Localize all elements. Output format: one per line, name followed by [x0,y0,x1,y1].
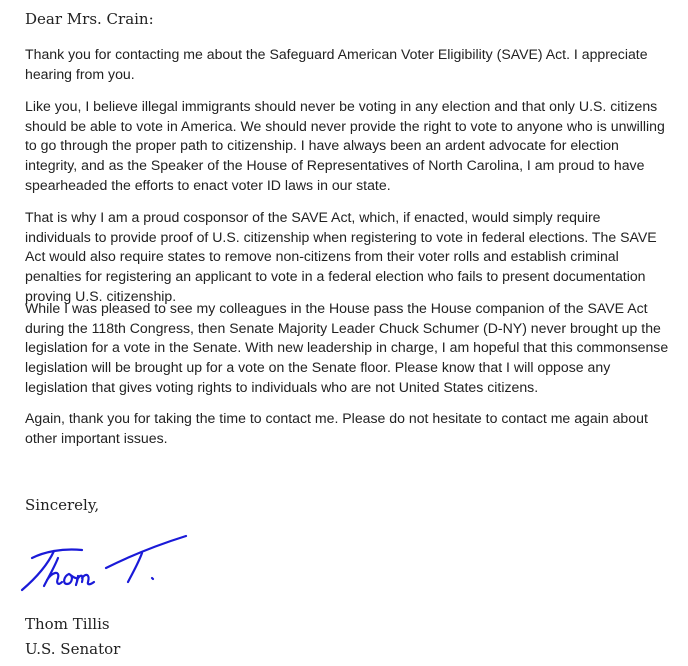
salutation: Dear Mrs. Crain: [25,10,154,28]
letter-paragraph-3: That is why I am a proud cosponsor of the SAVE Act, which, if enacted, would simply require individuals to provide proof of U.S. citizenship when registering to vote in federal elections. The SAVE Act would also require states to remove non-citizens from their voter rolls and establish criminal penalties for registering an applicant to vote in a federal election who fails to present documentation proving U.S. citizenship. [25,209,657,304]
handwritten-signature [14,528,194,598]
closing: Sincerely, [25,496,100,514]
letter-paragraph-1: Thank you for contacting me about the Safeguard American Voter Eligibility (SAVE) Act. I appreciate hearing from you. [25,46,648,82]
signature-stroke [152,578,153,579]
signature-stroke [64,574,76,584]
letter-paragraph-5: Again, thank you for taking the time to contact me. Please do not hesitate to contact me again about other important issues. [25,410,648,446]
signer-title: U.S. Senator [25,640,121,658]
letter-paragraph-4: While I was pleased to see my colleagues in the House pass the House companion of the SAVE Act during the 118th Congress, then Senate Majority Leader Chuck Schumer (D-NY) never brought up the legislation for a vote in the Senate. With new leadership in charge, I am hopeful that this commonsense legislation will be brought up for a vote on the Senate floor. Please know that I will oppose any legislation that gives voting rights to individuals who are not United States citizens. [25,300,669,395]
signature-stroke [106,536,186,568]
letter-paragraph-2: Like you, I believe illegal immigrants should never be voting in any election and that only U.S. citizens should be able to vote in America. We should never provide the right to vote to anyone who is unwilling to go through the proper path to citizenship. I have always been an ardent advocate for election integrity, and as the Speaker of the House of Representatives of North Carolina, I am proud to have spearheaded the efforts to enact voter ID laws in our state. [25,98,665,193]
signature-stroke [76,575,94,585]
signer-name: Thom Tillis [25,615,110,633]
signature-stroke [22,551,54,590]
signature-stroke [32,549,82,558]
